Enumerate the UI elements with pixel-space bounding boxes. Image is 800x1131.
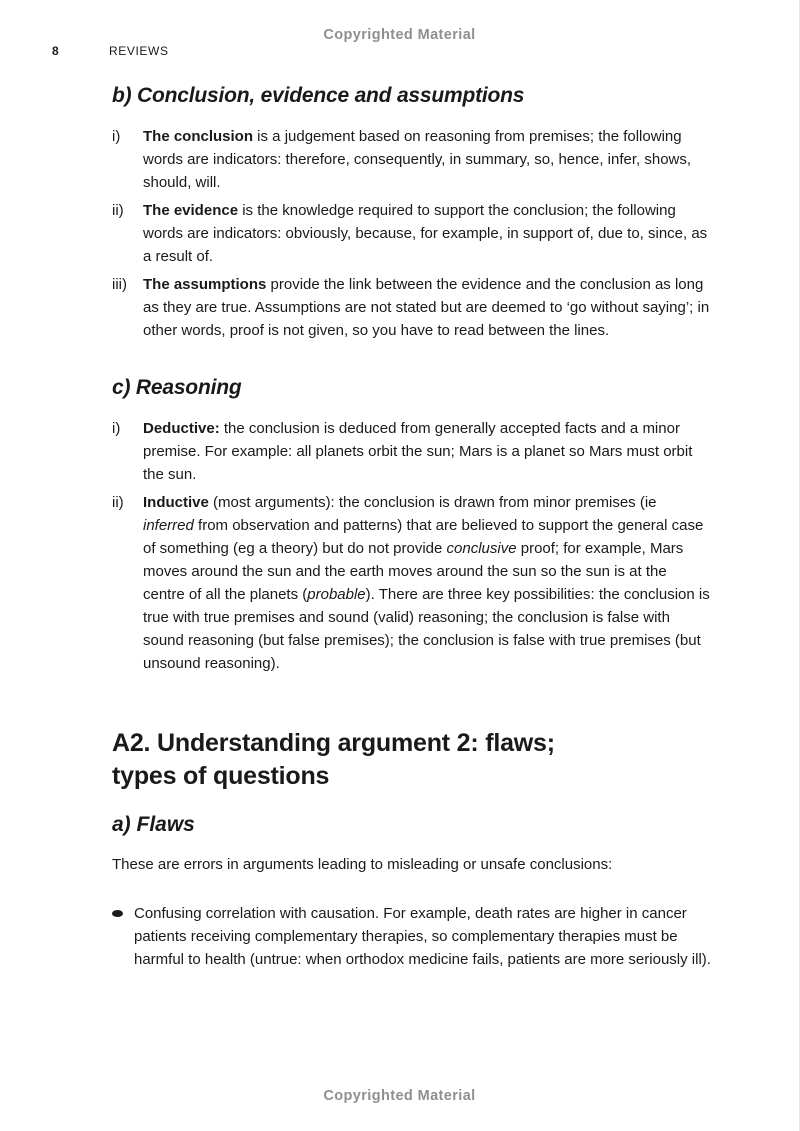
section-b-heading: b) Conclusion, evidence and assumptions (112, 84, 525, 107)
running-head-title: REVIEWS (109, 44, 169, 58)
list-item-text (143, 491, 711, 675)
section-c-list (112, 417, 711, 675)
list-marker: iii) (112, 276, 127, 293)
item-body: the conclusion is deduced from generally accepted facts and a minor premise. For example: all planets orbit the sun; Mars is a planet so Mars must orbit the sun. (143, 420, 693, 483)
heading-line-2: types of questions (112, 762, 330, 790)
bullet-icon (112, 910, 123, 917)
item-body: is the knowledge required to support the conclusion; the following words are indicators: obviously, because, for example, in support of, due to, since, as a result of. (143, 202, 708, 265)
list-item (112, 125, 711, 194)
flaws-heading: a) Flaws (112, 813, 195, 836)
list-item (112, 417, 711, 486)
copyright-notice-top: Copyrighted Material (323, 27, 476, 43)
italic-term: conclusive (446, 540, 517, 557)
list-item (112, 273, 711, 342)
list-marker: ii) (112, 494, 124, 511)
heading-line-1: A2. Understanding argument 2: flaws; (112, 729, 555, 757)
list-item-text (143, 417, 711, 486)
copyright-notice-bottom: Copyrighted Material (323, 1088, 476, 1104)
flaws-bullet-list (112, 902, 711, 971)
flaws-intro: These are errors in arguments leading to misleading or unsafe conclusions: (112, 856, 613, 873)
lead-term: The conclusion (143, 128, 254, 145)
italic-term: probable (307, 586, 366, 603)
list-item (112, 491, 711, 675)
item-body: proof; for example, Mars moves around the sun and the earth moves around the sun so the sun is at the centre of all the planets ( (143, 540, 684, 603)
list-item-text (143, 199, 711, 268)
bullet-item (112, 902, 711, 971)
item-body: ). There are three key possibilities: the conclusion is true with true premises and sound (valid) reasoning; the conclusion is false with sound reasoning (but false premises); the conclusion is false with true premises (but unsound reasoning). (143, 586, 710, 672)
running-header (52, 44, 169, 58)
lead-term: Inductive (143, 494, 209, 511)
bullet-item-text: Confusing correlation with causation. For example, death rates are higher in cancer patients receiving complementary therapies, so complementary therapies must be harmful to health (untrue: when orthodox medicine fails, patients are more seriously ill). (134, 905, 711, 968)
list-item-text (143, 125, 711, 194)
list-marker: i) (112, 420, 121, 437)
lead-term: The evidence (143, 202, 239, 219)
item-body: is a judgement based on reasoning from premises; the following words are indicators: therefore, consequently, in summary, so, hence, infer, shows, should, will. (143, 128, 692, 191)
list-marker: i) (112, 128, 121, 145)
item-body: (most arguments): the conclusion is drawn from minor premises (ie (208, 494, 657, 511)
italic-term: inferred (143, 517, 194, 534)
section-b-list (112, 125, 711, 342)
section-a2-heading (112, 727, 711, 793)
lead-term: The assumptions (143, 276, 267, 293)
lead-term: Deductive: (143, 420, 220, 437)
item-body: from observation and patterns) that are believed to support the general case of something (eg a theory) but do not provide (143, 517, 704, 557)
item-body: provide the link between the evidence and the conclusion as long as they are true. Assumptions are not stated but are deemed to ‘go without saying’; in other words, proof is not given, so you have to read between the lines. (143, 276, 710, 339)
page-content (112, 84, 711, 971)
list-item-text (143, 273, 711, 342)
section-c-heading: c) Reasoning (112, 376, 242, 399)
list-item (112, 199, 711, 268)
page-number: 8 (52, 44, 59, 58)
list-marker: ii) (112, 202, 124, 219)
